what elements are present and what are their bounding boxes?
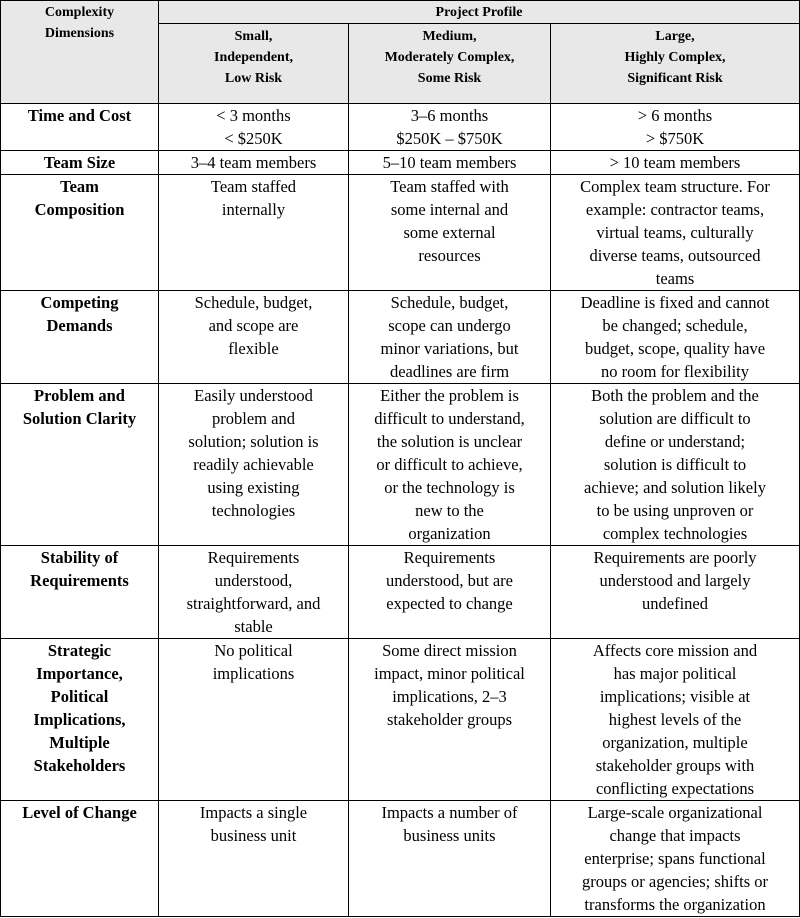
dimension-cell: Level of Change — [1, 801, 159, 917]
large-cell: > 10 team members — [551, 151, 800, 175]
table-row — [1, 546, 800, 639]
level-small-header: Small, Independent, Low Risk — [159, 24, 349, 104]
medium-cell: Either the problem is difficult to understand, the solution is unclear or difficult to achieve, or the technology is new to the organization — [349, 384, 551, 546]
medium-cell: 5–10 team members — [349, 151, 551, 175]
medium-cell: Team staffed with some internal and some external resources — [349, 175, 551, 291]
medium-cell: Requirements understood, but are expected to change — [349, 546, 551, 639]
table-row — [1, 291, 800, 384]
dimension-cell: Team Size — [1, 151, 159, 175]
header-row-profile — [1, 1, 800, 24]
small-cell: < 3 months < $250K — [159, 104, 349, 151]
large-cell: Deadline is fixed and cannot be changed; schedule, budget, scope, quality have no room for flexibility — [551, 291, 800, 384]
dimension-cell: Strategic Importance, Political Implications, Multiple Stakeholders — [1, 639, 159, 801]
table-row — [1, 151, 800, 175]
large-cell: Requirements are poorly understood and largely undefined — [551, 546, 800, 639]
large-cell: Both the problem and the solution are difficult to define or understand; solution is difficult to achieve; and solution likely to be using unproven or complex technologies — [551, 384, 800, 546]
large-cell: Large-scale organizational change that impacts enterprise; spans functional groups or agencies; shifts or transforms the organization — [551, 801, 800, 917]
level-medium-header: Medium, Moderately Complex, Some Risk — [349, 24, 551, 104]
table-row — [1, 384, 800, 546]
level-large-header: Large, Highly Complex, Significant Risk — [551, 24, 800, 104]
dimension-cell: Team Composition — [1, 175, 159, 291]
table-row — [1, 639, 800, 801]
large-cell: > 6 months > $750K — [551, 104, 800, 151]
medium-cell: Schedule, budget, scope can undergo minor variations, but deadlines are firm — [349, 291, 551, 384]
small-cell: Schedule, budget, and scope are flexible — [159, 291, 349, 384]
small-cell: No political implications — [159, 639, 349, 801]
medium-cell: Some direct mission impact, minor political implications, 2–3 stakeholder groups — [349, 639, 551, 801]
table-row — [1, 175, 800, 291]
large-cell: Complex team structure. For example: contractor teams, virtual teams, culturally diverse teams, outsourced teams — [551, 175, 800, 291]
small-cell: Impacts a single business unit — [159, 801, 349, 917]
small-cell: Requirements understood, straightforward, and stable — [159, 546, 349, 639]
small-cell: Team staffed internally — [159, 175, 349, 291]
small-cell: Easily understood problem and solution; solution is readily achievable using existing technologies — [159, 384, 349, 546]
medium-cell: 3–6 months $250K – $750K — [349, 104, 551, 151]
dimension-cell: Problem and Solution Clarity — [1, 384, 159, 546]
table-row — [1, 104, 800, 151]
small-cell: 3–4 team members — [159, 151, 349, 175]
medium-cell: Impacts a number of business units — [349, 801, 551, 917]
profile-header: Project Profile — [159, 1, 800, 24]
dimensions-header: Complexity Dimensions — [1, 1, 159, 104]
table-row — [1, 801, 800, 917]
dimension-cell: Stability of Requirements — [1, 546, 159, 639]
dimension-cell: Time and Cost — [1, 104, 159, 151]
large-cell: Affects core mission and has major political implications; visible at highest levels of the organization, multiple stakeholder groups with conflicting expectations — [551, 639, 800, 801]
dimension-cell: Competing Demands — [1, 291, 159, 384]
